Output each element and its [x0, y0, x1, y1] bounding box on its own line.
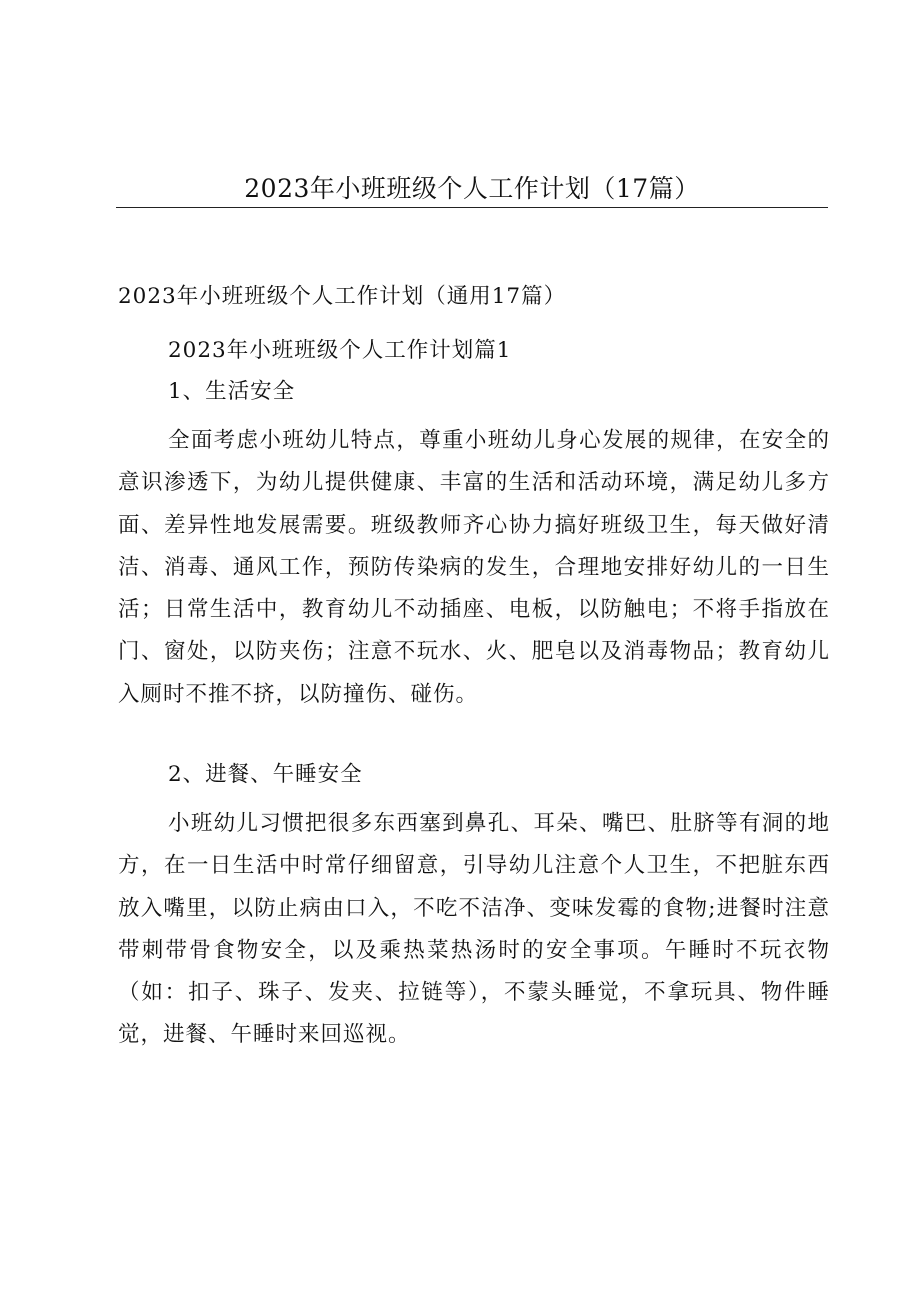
document-subtitle: 2023年小班班级个人工作计划（通用17篇）	[118, 284, 567, 309]
document-title: 2023年小班班级个人工作计划（17篇）	[244, 174, 700, 203]
section-heading: 2023年小班班级个人工作计划篇1	[168, 338, 512, 363]
title-underline	[116, 207, 828, 208]
item-heading-life-safety: 1、生活安全	[168, 379, 296, 404]
paragraph-life-safety: 全面考虑小班幼儿特点，尊重小班幼儿身心发展的规律，在安全的意识渗透下，为幼儿提供健康、丰富的生活和活动环境，满足幼儿多方面、差异性地发展需要。班级教师齐心协力搞好班级卫生，每天做好清洁、消毒、通风工作，预防传染病的发生，合理地安排好幼儿的一日生活；日常生活中，教育幼儿不动插座、电板，以防触电；不将手指放在门、窗处，以防夹伤；注意不玩水、火、肥皂以及消毒物品；教育幼儿入厕时不推不挤，以防撞伤、碰伤。	[118, 428, 830, 707]
item-heading-meal-nap-safety: 2、进餐、午睡安全	[168, 762, 363, 787]
paragraph-meal-nap-safety: 小班幼儿习惯把很多东西塞到鼻孔、耳朵、嘴巴、肚脐等有洞的地方，在一日生活中时常仔细留意，引导幼儿注意个人卫生，不把脏东西放入嘴里，以防止病由口入，不吃不洁净、变味发霉的食物;进餐时注意带刺带骨食物安全，以及乘热菜热汤时的安全事项。午睡时不玩衣物（如：扣子、珠子、发夹、拉链等），不蒙头睡觉，不拿玩具、物件睡觉，进餐、午睡时来回巡视。	[118, 811, 830, 1048]
